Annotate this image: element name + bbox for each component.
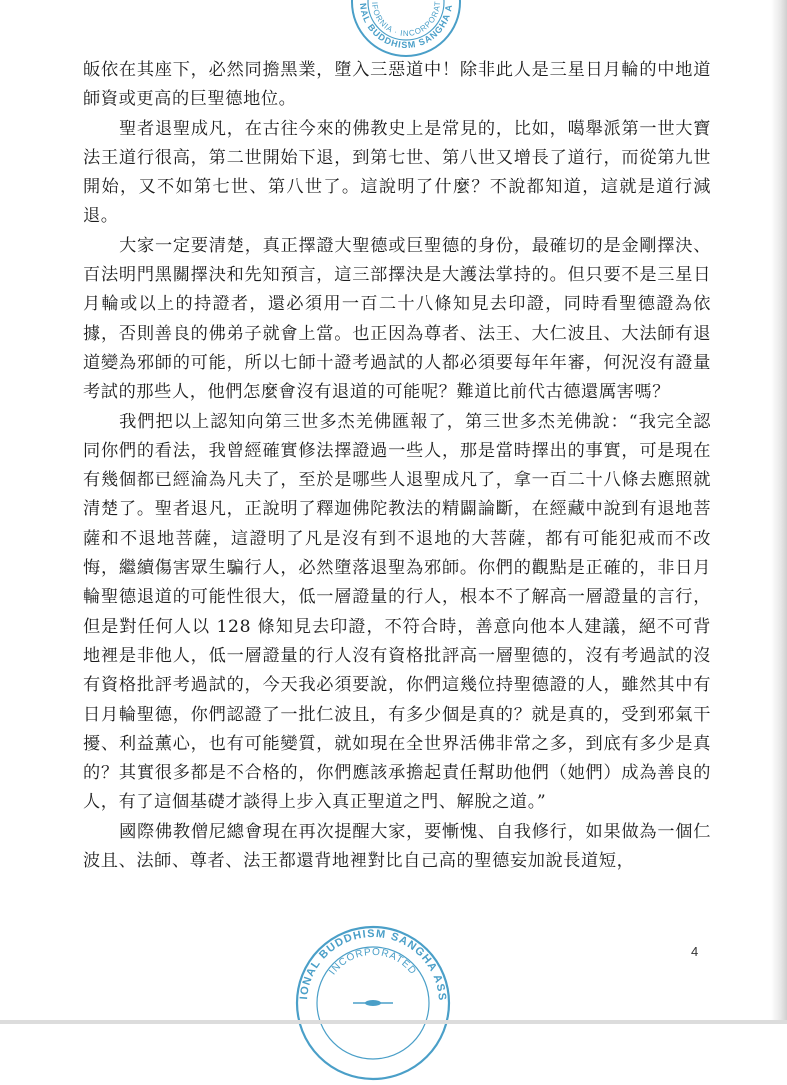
scan-shadow-edge — [771, 0, 787, 1024]
paragraph-5: 國際佛教僧尼總會現在再次提醒大家，要慚愧、自我修行，如果做為一個仁波且、法師、尊者、法王都還背地裡對比自己高的聖德妄加說長道短， — [83, 821, 711, 872]
paragraph-2: 聖者退聖成凡，在古往今來的佛教史上是常見的，比如，噶舉派第一世大寶法王道行很高，第二世開始下退，到第七世、第八世又增長了道行，而從第九世開始，又不如第七世、第八世了。這說明了什麼？不說都知道，這就是道行減退。 — [83, 118, 711, 227]
association-seal-bottom — [290, 916, 451, 1081]
paragraph-4: 我們把以上認知向第三世多杰羌佛匯報了，第三世多杰羌佛說：“我完全認同你們的看法，我曾經確實修法擇證過一些人，那是當時擇出的事實，可是現在有幾個都已經淪為凡夫了，至於是哪些人退聖成凡了，拿一百二十八條去應照就清楚了。聖者退凡，正說明了釋迦佛陀教法的精闢論斷，在經藏中說到有退地菩薩和不退地菩薩，這證明了凡是沒有到不退地的大菩薩，都有可能犯戒而不改悔，繼續傷害眾生騙行人，必然墮落退聖為邪師。你們的觀點是正確的，非日月輪聖德退道的可能性很大，低一層證量的行人，根本不了解高一層證量的言行，但是對任何人以 128 條知見去印證，不符合時，善意向他本人建議，絕不可背地裡是非他人，低一層證量的行人沒有資格批評高一層聖德的，沒有考過試的沒有資格批評考過試的，今天我必須要說，你們這幾位持聖德證的人，雖然其中有日月輪聖德，你們認證了一批仁波且，有多少個是真的？就是真的，受到邪氣干擾、利益薰心，也有可能變質，就如現在全世界活佛非常之多，到底有多少是真的？其實很多都是不合格的，你們應該承擔起責任幫助他們（她們）成為善良的人，有了這個基礎才談得上步入真正聖道之門、解脫之道。” — [83, 411, 711, 813]
svg-text:CALIFORNIA · INCORPORATION: IFORNIA · INCORPORAT — [369, 0, 443, 39]
svg-text:INCORPORATED: INCORPORATED — [327, 946, 419, 978]
seal-emblem-icon — [353, 1000, 393, 1006]
svg-text:INTERNATIONAL BUDDHISM SANGHA: NAL BUDDHISM SANGHA A — [357, 2, 455, 51]
paragraph-3: 大家一定要清楚，真正擇證大聖德或巨聖德的身份，最確切的是金剛擇決、百法明門黑關擇決和先知預言，這三部擇決是大護法掌持的。但只要不是三星日月輪或以上的持證者，還必須用一百二十八條知見去印證，同時看聖德證為依據，否則善良的佛弟子就會上當。也正因為尊者、法王、大仁波且、大法師有退道變為邪師的可能，所以七師十證考過試的人都必須要每年年審，何況沒有證量考試的那些人，他們怎麼會沒有退道的可能呢？難道比前代古德還厲害嗎？ — [83, 235, 711, 403]
paragraph-1: 皈依在其座下，必然同擔黑業，墮入三惡道中！除非此人是三星日月輪的中地道師資或更高的巨聖德地位。 — [83, 60, 711, 110]
scan-bottom-edge — [0, 1020, 787, 1024]
page-number: 4 — [691, 944, 699, 959]
svg-text:INTERNATIONAL BUDDHISM SANGHA: INTERNATIONAL BUDDHISM SANGHA ASSOCIATION — [290, 916, 449, 1002]
association-seal-top — [350, 0, 462, 58]
document-body — [83, 56, 711, 876]
